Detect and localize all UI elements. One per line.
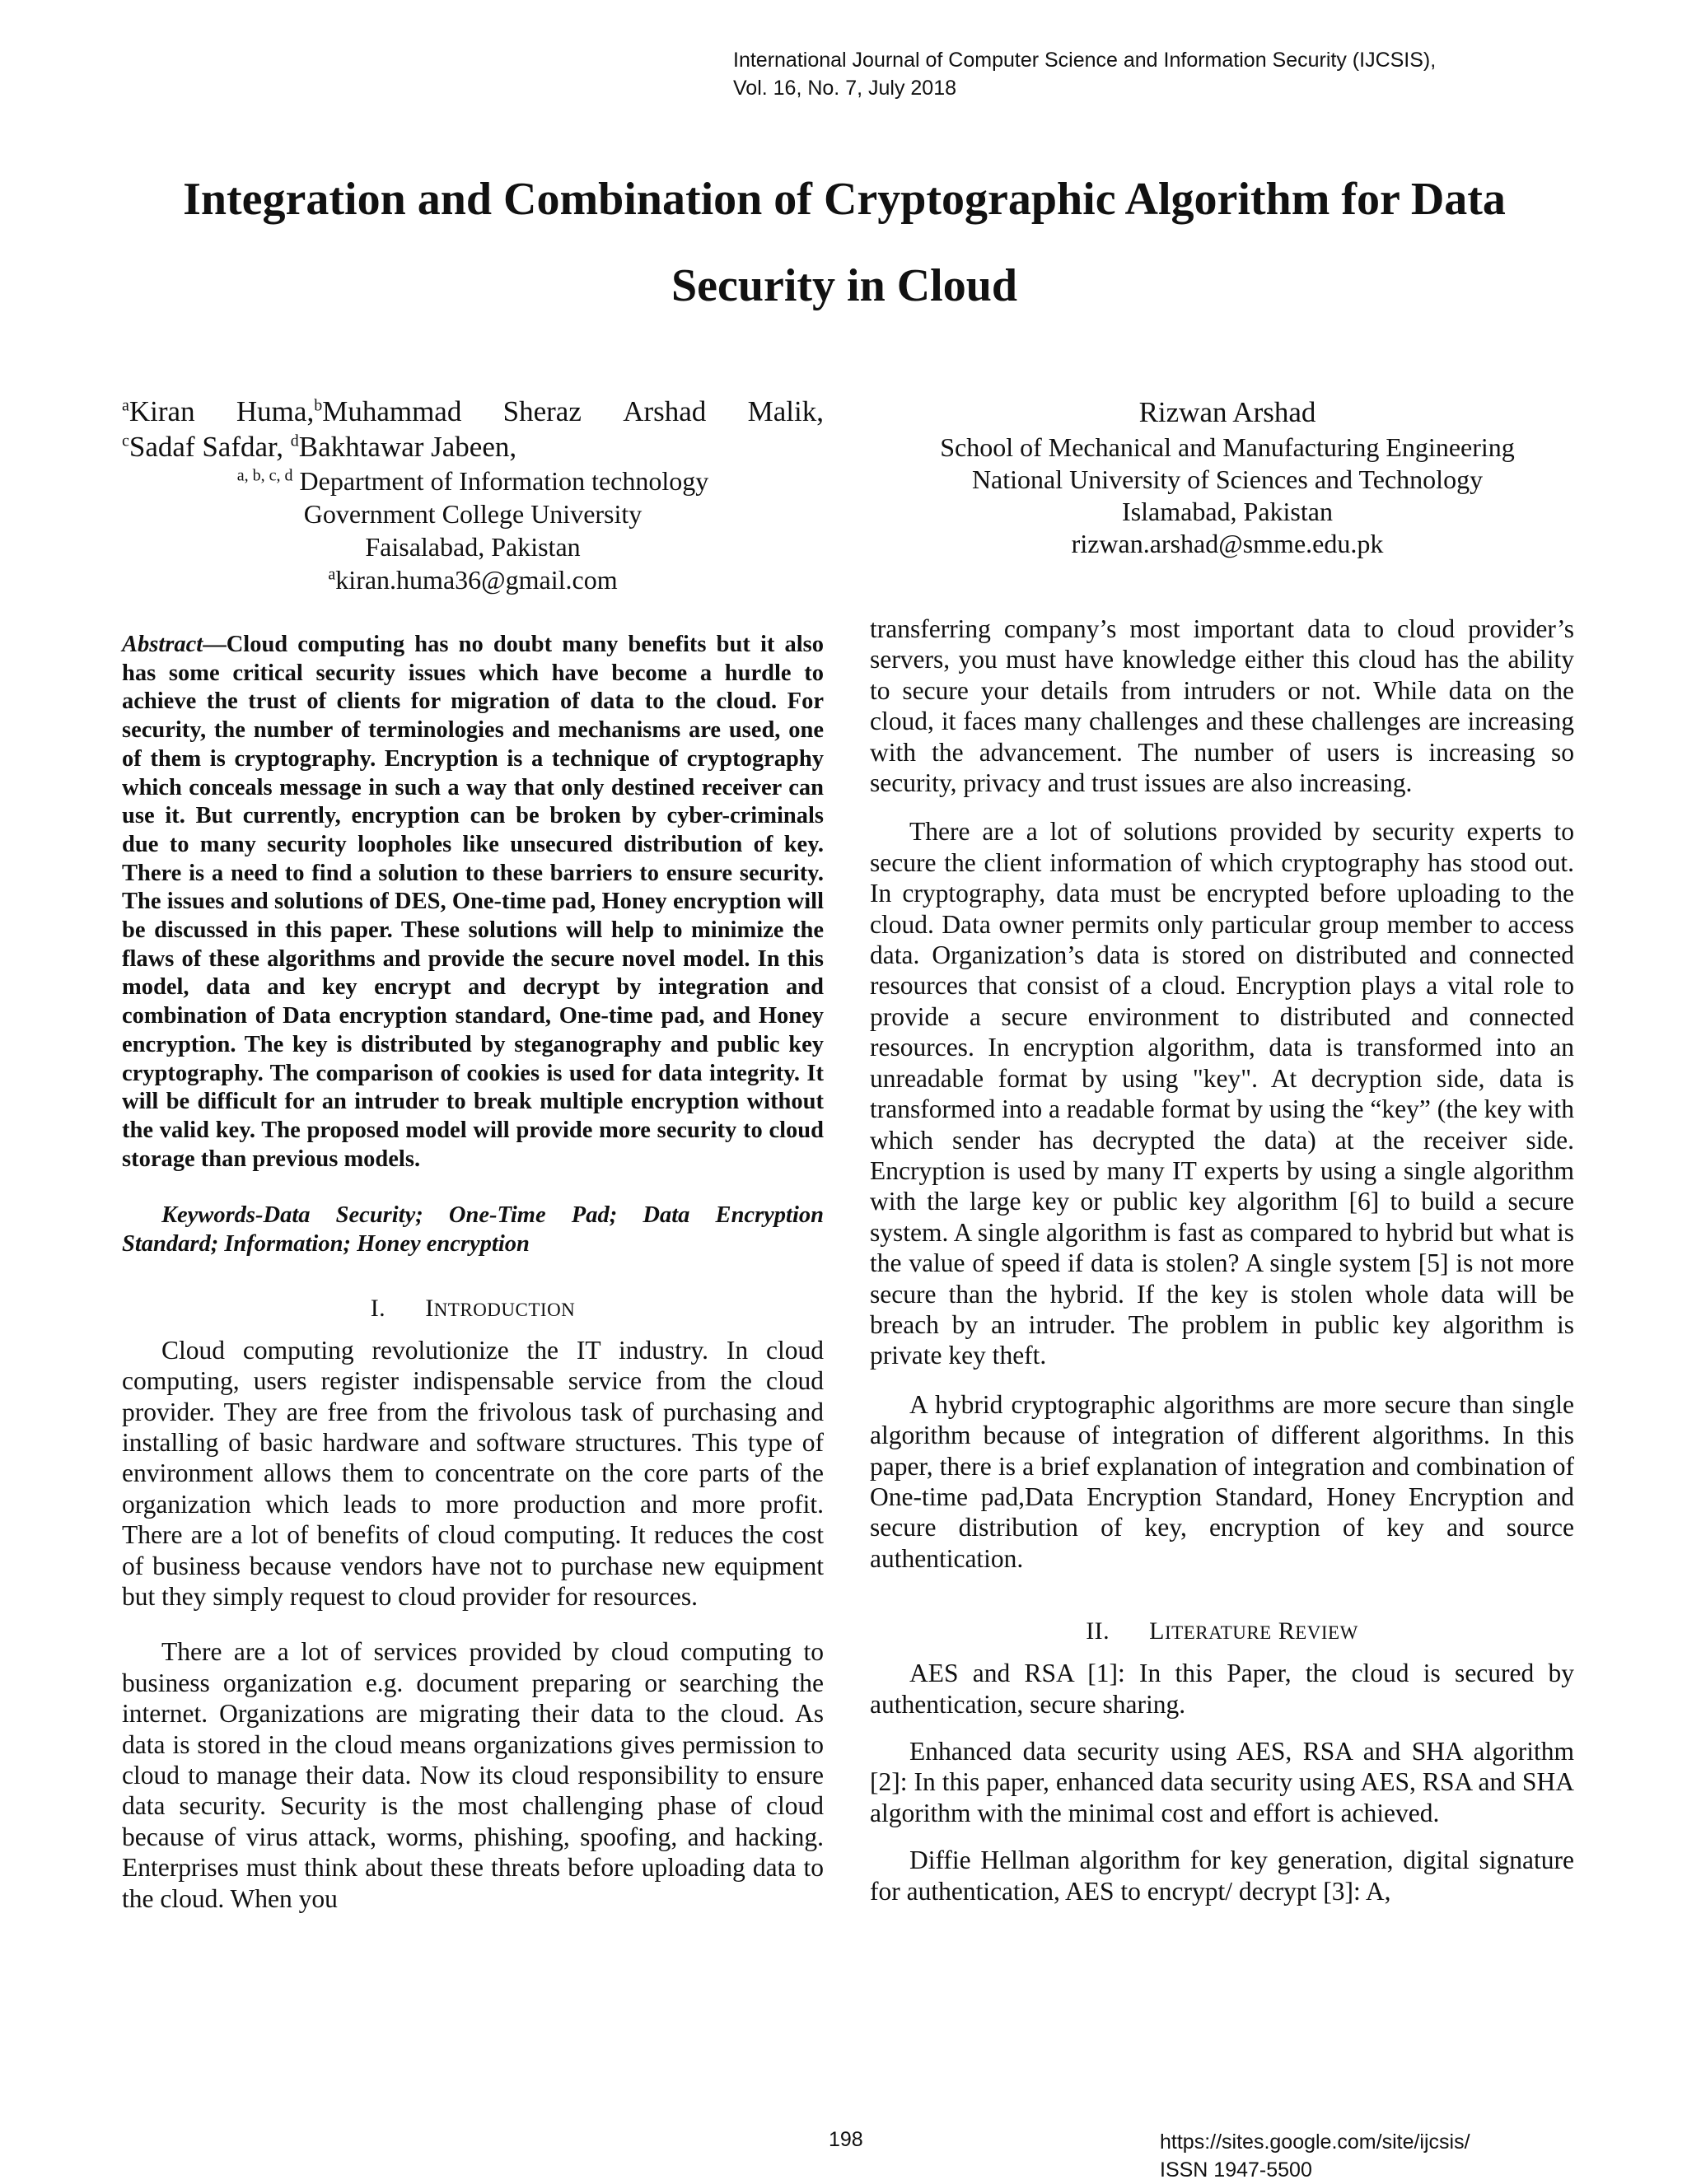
author-kiran: $^a$Kiran bbox=[122, 395, 195, 427]
author-kiran-surname: Huma,$^b$Muhammad bbox=[236, 395, 462, 427]
keywords: Keywords-Data Security; One-Time Pad; Data Encryption Standard; Information; Honey encryption bbox=[122, 1202, 824, 1258]
authors-left-block bbox=[122, 394, 824, 596]
author-arshad: Arshad bbox=[623, 395, 707, 427]
author-line-2: $^c$Sadaf Safdar, $^d$Bakhtawar Jabeen, bbox=[122, 431, 517, 463]
abstract-label: Abstract bbox=[122, 632, 203, 657]
affil-city-right: Islamabad, Pakistan bbox=[1122, 497, 1333, 526]
journal-name: International Journal of Computer Science and Information Security (IJCSIS), bbox=[733, 49, 1437, 72]
author-sadaf: Sadaf Safdar, bbox=[129, 431, 291, 463]
affil-city: Faisalabad, Pakistan bbox=[365, 532, 581, 562]
intro-paragraph-4: There are a lot of solutions provided by security experts to secure the client information of which cryptography has stood out. In cryptography, data must be encrypted before uploading to the cloud. Data owner permits only particular group member to access data. Organization’s data is stored on distributed and connected resources that consist of a cloud. Encryption plays a vital role to provide a secure environment to distributed and connected resources. In encryption algorithm, data is transformed into an unreadable format by using "key". At decryption side, data is transformed into a readable format by using the “key” (the key with which sender has decrypted the data) at the receiver side. Encryption is used by many IT experts by using a single algorithm with the large key or public key algorithm [6] to build a secure system. A single algorithm is fast as compared to hybrid but what is the value of speed if data is stolen? A single system [5] is not more secure than the hybrid. If the key is stolen whole data will be breach by an intruder. The problem in public key algorithm is private key theft. bbox=[870, 817, 1574, 1370]
affil-nust: National University of Sciences and Technology bbox=[971, 464, 1484, 494]
authors-right-block bbox=[873, 394, 1582, 560]
paper-title: Integration and Combination of Cryptographic Algorithm for Data Security in Cloud bbox=[183, 174, 1506, 311]
right-column bbox=[870, 614, 1574, 1906]
intro-paragraph-3: transferring company’s most important data to cloud provider’s servers, you must have knowledge either this cloud has the ability to secure your details from intruders or not. While data on the cloud, it faces many challenges and these challenges are increasing with the advancement. The number of users is increasing so security, privacy and trust issues are also increasing. bbox=[870, 614, 1574, 798]
section-heading-literature-review: II. LITERATURE REVIEW bbox=[1086, 1617, 1358, 1645]
author-rizwan: Rizwan Arshad bbox=[1138, 396, 1316, 428]
footer-url[interactable]: https://sites.google.com/site/ijcsis/ bbox=[1160, 2130, 1470, 2154]
affil-email-right: rizwan.arshad@smme.edu.pk bbox=[1071, 529, 1384, 558]
author-malik: Malik, bbox=[747, 395, 824, 427]
intro-paragraph-2: There are a lot of services provided by cloud computing to business organization e.g. document preparing or searching the internet. Organizations are migrating their data to the cloud. As data is stored in the cloud means organizations gives permission to cloud to manage their data. Now its cloud responsibility to ensure data security. Security is the most challenging phase of cloud because of virus attack, worms, phishing, spoofing, and hacking. Enterprises must think about these threats before uploading data to the cloud. When you bbox=[122, 1637, 824, 1913]
footer-site-block bbox=[1160, 2128, 1470, 2184]
affil-email: $^a$kiran.huma36@gmail.com bbox=[328, 565, 618, 595]
left-column bbox=[122, 631, 824, 1914]
lit-paragraph-1: AES and RSA [1]: In this Paper, the cloud is secured by authentication, secure sharing. bbox=[870, 1659, 1574, 1719]
affil-univ: Government College University bbox=[303, 499, 643, 529]
author-line-1 bbox=[122, 394, 824, 429]
abstract-text: Cloud computing has no doubt many benefits but it also has some critical security issues which have become a hurdle to achieve the trust of clients for migration of data to the cloud. For security, the number of terminologies and mechanisms are used, one of them is cryptography. Encryption is a technique of cryptography which conceals message in such a way that only destined receiver can use it. But currently, encryption can be broken by cyber-criminals due to many security loopholes like unsecured distribution of key. There is a need to find a solution to these barriers to ensure security. The issues and solutions of DES, One-time pad, Honey encryption will be discussed in this paper. These solutions will help to minimize the flaws of these algorithms and provide the secure novel model. In this model, data and key encrypt and decrypt by integration and combination of Data encryption standard, One-time pad, and Honey encryption. The key is distributed by steganography and public key cryptography. The comparison of cookies is used for data integrity. It will be difficult for an intruder to break multiple encryption without the valid key. The proposed model will provide more security to cloud storage than previous models. bbox=[122, 632, 824, 1172]
page-number: 198 bbox=[829, 2128, 863, 2151]
intro-paragraph-5: A hybrid cryptographic algorithms are more secure than single algorithm because of integration of different algorithms. In this paper, there is a brief explanation of integration and combination of One-time pad,Data Encryption Standard, Honey Encryption and secure distribution of key, encryption of key and source authentication. bbox=[870, 1389, 1574, 1573]
section-heading-introduction: I. INTRODUCTION bbox=[370, 1294, 576, 1322]
affil-dept: $^{a, b, c, d}$ Department of Information technology bbox=[236, 466, 709, 496]
abstract: Abstract—Cloud computing has no doubt many benefits but it also has some critical security issues which have become a hurdle to achieve the trust of clients for migration of data to the cloud. For security, the number of terminologies and mechanisms are used, one of them is cryptography. Encryption is a technique of cryptography which conceals message in such a way that only destined receiver can use it. But currently, encryption can be broken by cyber-criminals due to many security loopholes like unsecured distribution of key. There is a need to find a solution to these barriers to ensure security. The issues and solutions of DES, One-time pad, Honey encryption will be discussed in this paper. These solutions will help to minimize the flaws of these algorithms and provide the secure novel model. In this model, data and key encrypt and decrypt by integration and combination of Data encryption standard, One-time pad, and Honey encryption. The key is distributed by steganography and public key cryptography. The comparison of cookies is used for data integrity. It will be difficult for an intruder to break multiple encryption without the valid key. The proposed model will provide more security to cloud storage than previous models. bbox=[122, 632, 824, 1172]
journal-header bbox=[733, 46, 1557, 102]
footer-issn: ISSN 1947-5500 bbox=[1160, 2158, 1312, 2182]
journal-volume: Vol. 16, No. 7, July 2018 bbox=[733, 77, 957, 100]
affil-school: School of Mechanical and Manufacturing Engineering bbox=[940, 432, 1515, 462]
author-sheraz: Sheraz bbox=[502, 395, 582, 427]
intro-paragraph-1: Cloud computing revolutionize the IT industry. In cloud computing, users register indispensable service from the cloud provider. They are free from the frivolous task of purchasing and installing of basic hardware and software structures. This type of environment allows them to concentrate on the core parts of the organization which leads to more production and more profit. There are a lot of benefits of cloud computing. It reduces the cost of business because vendors have not to purchase new equipment but they simply request to cloud provider for resources. bbox=[122, 1335, 824, 1612]
affiliation-left bbox=[122, 464, 824, 596]
author-bakhtawar: Bakhtawar Jabeen, bbox=[298, 431, 517, 463]
lit-paragraph-3: Diffie Hellman algorithm for key generation, digital signature for authentication, AES to encrypt/ decrypt [3]: A, bbox=[870, 1846, 1574, 1906]
lit-paragraph-2: Enhanced data security using AES, RSA and SHA algorithm [2]: In this paper, enhanced data security using AES, RSA and SHA algorithm with the minimal cost and effort is achieved. bbox=[870, 1737, 1574, 1827]
